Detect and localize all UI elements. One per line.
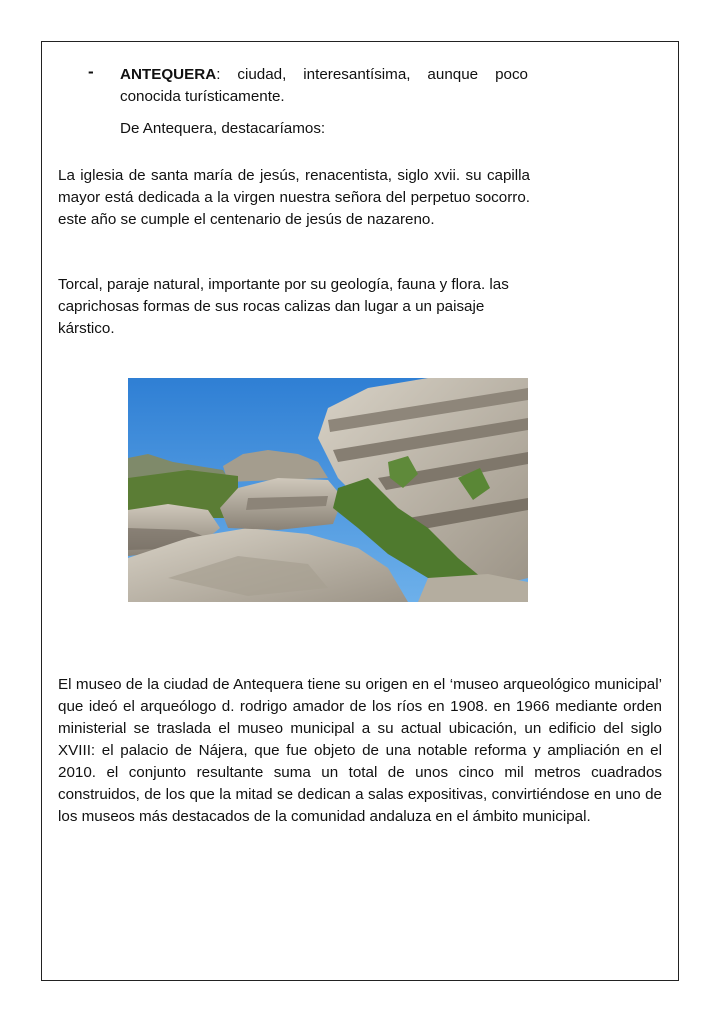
antequera-heading: ANTEQUERA: [120, 66, 217, 83]
torcal-paragraph: Torcal, paraje natural, importante por su geología, fauna y flora. las caprichosas formas de sus rocas calizas dan lugar a un paisaje kárstico.: [58, 276, 509, 337]
bullet-marker: -: [88, 62, 94, 81]
antequera-intro: [120, 64, 528, 108]
torcal-landscape-image: [128, 378, 528, 602]
antequera-description: : ciudad, interesantísima, aunque poco conocida turísticamente.: [120, 66, 528, 105]
museo-paragraph: El museo de la ciudad de Antequera tiene su origen en el ‘museo arqueológico municipal’ que ideó el arqueólogo d. rodrigo amador de los ríos en 1908. en 1966 mediante orden ministerial se traslada el museo municipal a su actual ubicación, un edificio del siglo XVIII: el palacio de Nájera, que fue objeto de una notable reforma y ampliación en el 2010. el conjunto resultante suma un total de unos cinco mil metros cuadrados construidos, de los que la mitad se dedican a salas expositivas, convirtiéndose en uno de los museos más destacados de la comunidad andaluza en el ámbito municipal.: [58, 676, 662, 825]
destacar-intro: De Antequera, destacaríamos:: [120, 120, 326, 137]
torcal-photo: [128, 378, 528, 602]
iglesia-paragraph: La iglesia de santa maría de jesús, renacentista, siglo xvii. su capilla mayor está dedicada a la virgen nuestra señora del perpetuo socorro. este año se cumple el centenario de jesús de nazareno.: [58, 167, 530, 228]
